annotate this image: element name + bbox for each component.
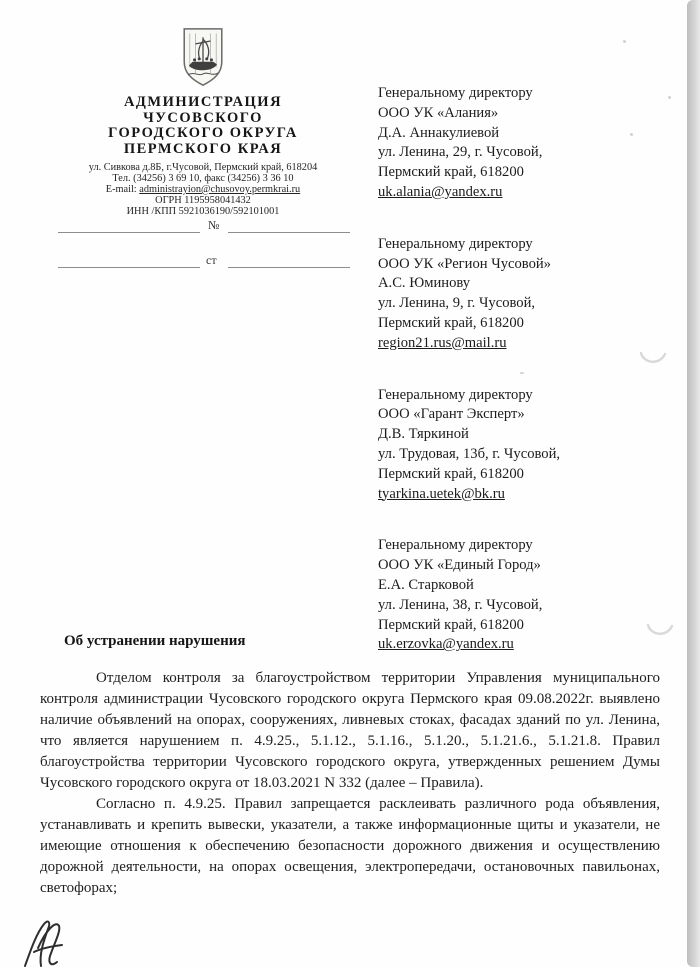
org-ogrn: ОГРН 1195958041432 — [155, 194, 251, 206]
ref-st-row — [52, 255, 352, 271]
recipient-email: uk.alania@yandex.ru — [378, 183, 503, 200]
recipient-title: Генеральному директору — [378, 85, 533, 101]
ref-date-blank — [58, 232, 200, 233]
recipient-person: Д.А. Аннакулиевой — [378, 124, 500, 141]
recipient-org: ООО «Гарант Эксперт» — [378, 406, 525, 423]
org-inn-kpp: ИНН /КПП 5921036190/592101001 — [126, 205, 280, 217]
email-label: E-mail: — [105, 183, 140, 195]
recipients-column — [378, 84, 678, 687]
recipient-block — [378, 536, 678, 655]
scan-speck — [520, 372, 524, 374]
scan-speck — [668, 96, 671, 99]
recipient-block — [378, 386, 678, 505]
body-paragraph-2: Согласно п. 4.9.25. Правил запрещается расклеивать различного рода объявления, устанавливать и крепить вывески, указатели, а также информационные щиты и указатели, не имеющие отношения к обеспечению безопасности дорожного движения и осуществлению дорожной деятельности, на опорах освещения, электропередачи, остановочных павильонах, светофорах; — [40, 796, 660, 896]
recipient-street: ул. Ленина, 29, г. Чусовой, — [378, 144, 543, 161]
recipient-title: Генеральному директору — [378, 386, 533, 403]
letterhead-details — [38, 163, 368, 218]
ref-st-blank-right — [228, 267, 350, 268]
recipient-title: Генеральному директору — [378, 235, 533, 252]
recipient-org: ООО УК «Регион Чусовой» — [378, 255, 551, 272]
scan-curl-mark — [638, 350, 668, 373]
recipient-person: Д.В. Тяркиной — [378, 426, 469, 443]
recipient-region: Пермский край, 618200 — [378, 314, 524, 331]
recipient-email: uk.erzovka@yandex.ru — [378, 636, 514, 653]
org-name — [38, 95, 368, 157]
recipient-region: Пермский край, 618200 — [378, 164, 524, 181]
org-phone: Тел. (34256) 3 69 10, факс (34256) 3 36 10 — [112, 172, 294, 184]
recipient-org: ООО УК «Единый Город» — [378, 557, 541, 574]
scan-speck — [630, 133, 633, 136]
recipient-region: Пермский край, 618200 — [378, 616, 524, 633]
ref-st-label: ст — [206, 253, 217, 267]
recipient-region: Пермский край, 618200 — [378, 465, 524, 482]
recipient-org: ООО УК «Алания» — [378, 104, 499, 121]
handwritten-initials-mark — [20, 916, 72, 975]
recipient-email: tyarkina.uetek@bk.ru — [378, 485, 505, 502]
body-paragraph-1: Отделом контроля за благоустройством территории Управления муниципального контроля администрации Чусовского городского округа Пермского края 09.08.2022г. выявлено наличие объявлений на опорах, сооружениях, ливневых стоках, фасадах зданий по ул. Ленина, что является нарушением п. 4.9.25., 5.1.12., 5.1.16., 5.1.20., 5.1.21.6., 5.1.21.8. Правил благоустройства территории Чусовского городского округа, утвержденных решением Думы Чусовского городского округа от 18.03.2021 N 332 (далее – Правила). — [40, 670, 660, 791]
scan-curl-mark — [645, 622, 675, 645]
letter-body — [40, 668, 660, 899]
scan-edge-shadow — [687, 0, 700, 967]
ref-number-blank — [228, 232, 350, 233]
recipient-street: ул. Ленина, 38, г. Чусовой, — [378, 596, 543, 613]
letterhead — [38, 26, 368, 218]
recipient-title: Генеральному директору — [378, 537, 533, 554]
recipient-street: ул. Трудовая, 13б, г. Чусовой, — [378, 445, 561, 462]
letter-subject: Об устранении нарушения — [64, 633, 246, 649]
coat-of-arms-icon — [174, 26, 232, 93]
scan-speck — [623, 40, 626, 43]
org-name-line: АДМИНИСТРАЦИЯ — [123, 94, 283, 110]
ref-number-row — [52, 220, 352, 236]
recipient-block — [378, 235, 678, 354]
org-name-line: ЧУСОВСКОГО — [143, 109, 263, 126]
recipient-block — [378, 84, 678, 203]
recipient-email: region21.rus@mail.ru — [378, 334, 507, 351]
recipient-person: Е.А. Старковой — [378, 576, 474, 593]
org-name-line: ГОРОДСКОГО ОКРУГА — [108, 125, 298, 141]
org-name-line: ПЕРМСКОГО КРАЯ — [123, 140, 283, 157]
org-address: ул. Сивкова д.8Б, г.Чусовой, Пермский край, 618204 — [88, 162, 318, 173]
recipient-street: ул. Ленина, 9, г. Чусовой, — [378, 295, 536, 312]
ref-st-blank-left — [58, 267, 200, 268]
org-email: administrayion@chusovoy.permkrai.ru — [139, 183, 301, 195]
ref-number-label: № — [208, 218, 220, 232]
recipient-person: А.С. Юминову — [378, 275, 471, 292]
